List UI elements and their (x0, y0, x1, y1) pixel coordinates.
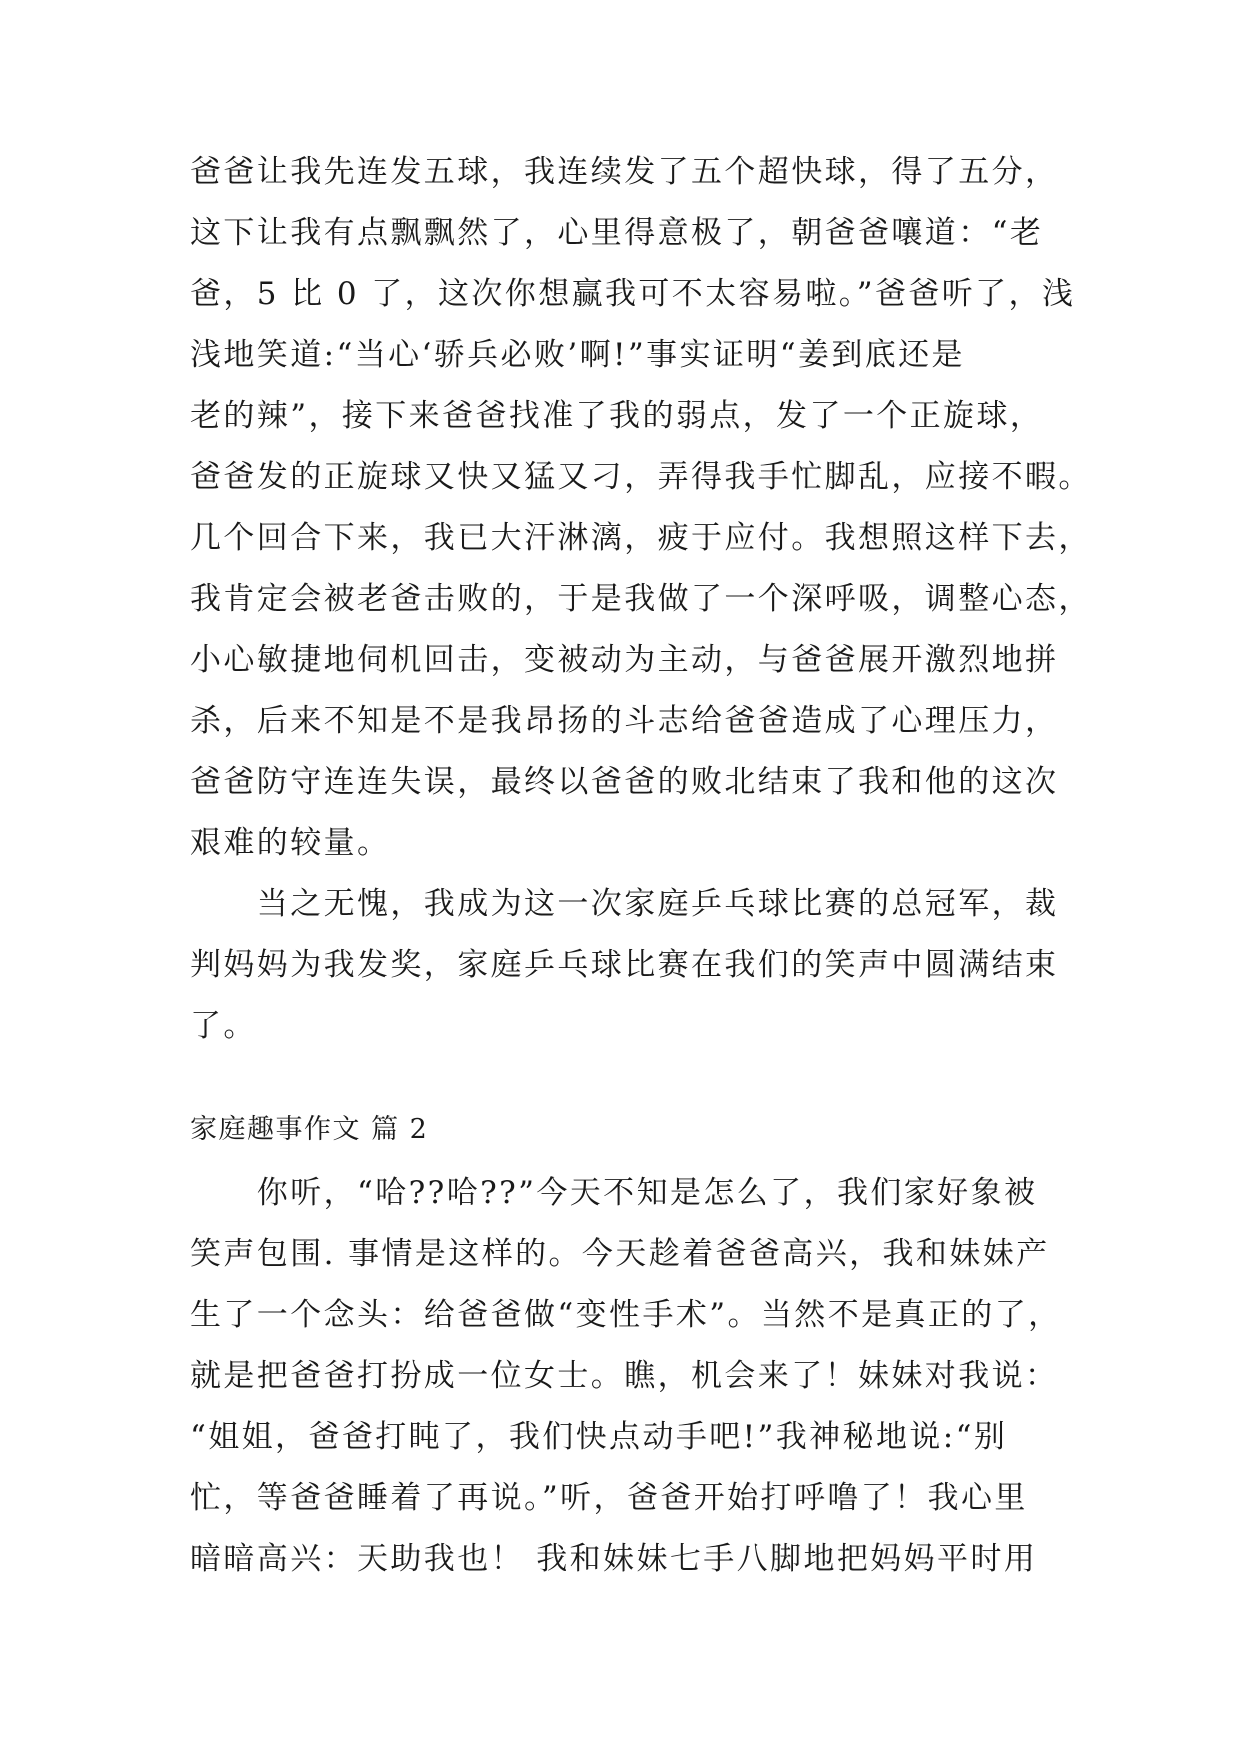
section-heading: 家庭趣事作文 篇 2 (190, 1114, 429, 1145)
paragraph-line: 老的辣”，接下来爸爸找准了我的弱点，发了一个正旋球， (190, 398, 1044, 434)
paragraph-line: 爸，5 比 0 了，这次你想赢我可不太容易啦。”爸爸听了，浅 (190, 276, 1076, 312)
paragraph-line: 几个回合下来，我已大汗淋漓，疲于应付。我想照这样下去， (190, 520, 1092, 556)
paragraph-line: 生了一个念头：给爸爸做“变性手术”。当然不是真正的了， (190, 1297, 1062, 1333)
paragraph-line: 爸爸防守连连失误，最终以爸爸的败北结束了我和他的这次 (190, 764, 1059, 800)
paragraph-line: 就是把爸爸打扮成一位女士。瞧，机会来了！妹妹对我说： (190, 1358, 1059, 1394)
paragraph-line: 了。 (190, 1008, 257, 1044)
paragraph-line: 小心敏捷地伺机回击，变被动为主动，与爸爸展开激烈地拼 (190, 642, 1059, 678)
paragraph-line: 艰难的较量。 (190, 825, 391, 861)
paragraph-line: 我肯定会被老爸击败的，于是我做了一个深呼吸，调整心态， (190, 581, 1092, 617)
paragraph-line: 浅地笑道:“当心‘骄兵必败’啊!”事实证明“姜到底还是 (190, 337, 965, 373)
paragraph-line: 当之无愧，我成为这一次家庭乒乓球比赛的总冠军，裁 (190, 886, 1059, 922)
paragraph-line: 判妈妈为我发奖，家庭乒乓球比赛在我们的笑声中圆满结束 (190, 947, 1059, 983)
paragraph-line: 忙，等爸爸睡着了再说。”听，爸爸开始打呼噜了！我心里 (190, 1480, 1028, 1516)
paragraph-line: 暗暗高兴：天助我也！ 我和妹妹七手八脚地把妈妈平时用 (190, 1541, 1038, 1577)
paragraph-line: 你听，“哈??哈??”今天不知是怎么了，我们家好象被 (190, 1175, 1038, 1211)
paragraph-line: 这下让我有点飘飘然了，心里得意极了，朝爸爸嚷道：“老 (190, 215, 1044, 251)
paragraph-line: 杀，后来不知是不是我昂扬的斗志给爸爸造成了心理压力， (190, 703, 1059, 739)
paragraph-line: 爸爸发的正旋球又快又猛又刁，弄得我手忙脚乱，应接不暇。 (190, 459, 1092, 495)
paragraph-line: 爸爸让我先连发五球，我连续发了五个超快球，得了五分， (190, 154, 1059, 190)
paragraph-line: 笑声包围. 事情是这样的。今天趁着爸爸高兴，我和妹妹产 (190, 1236, 1050, 1272)
paragraph-line: “姐姐，爸爸打盹了，我们快点动手吧!”我神秘地说:“别 (190, 1419, 1008, 1455)
